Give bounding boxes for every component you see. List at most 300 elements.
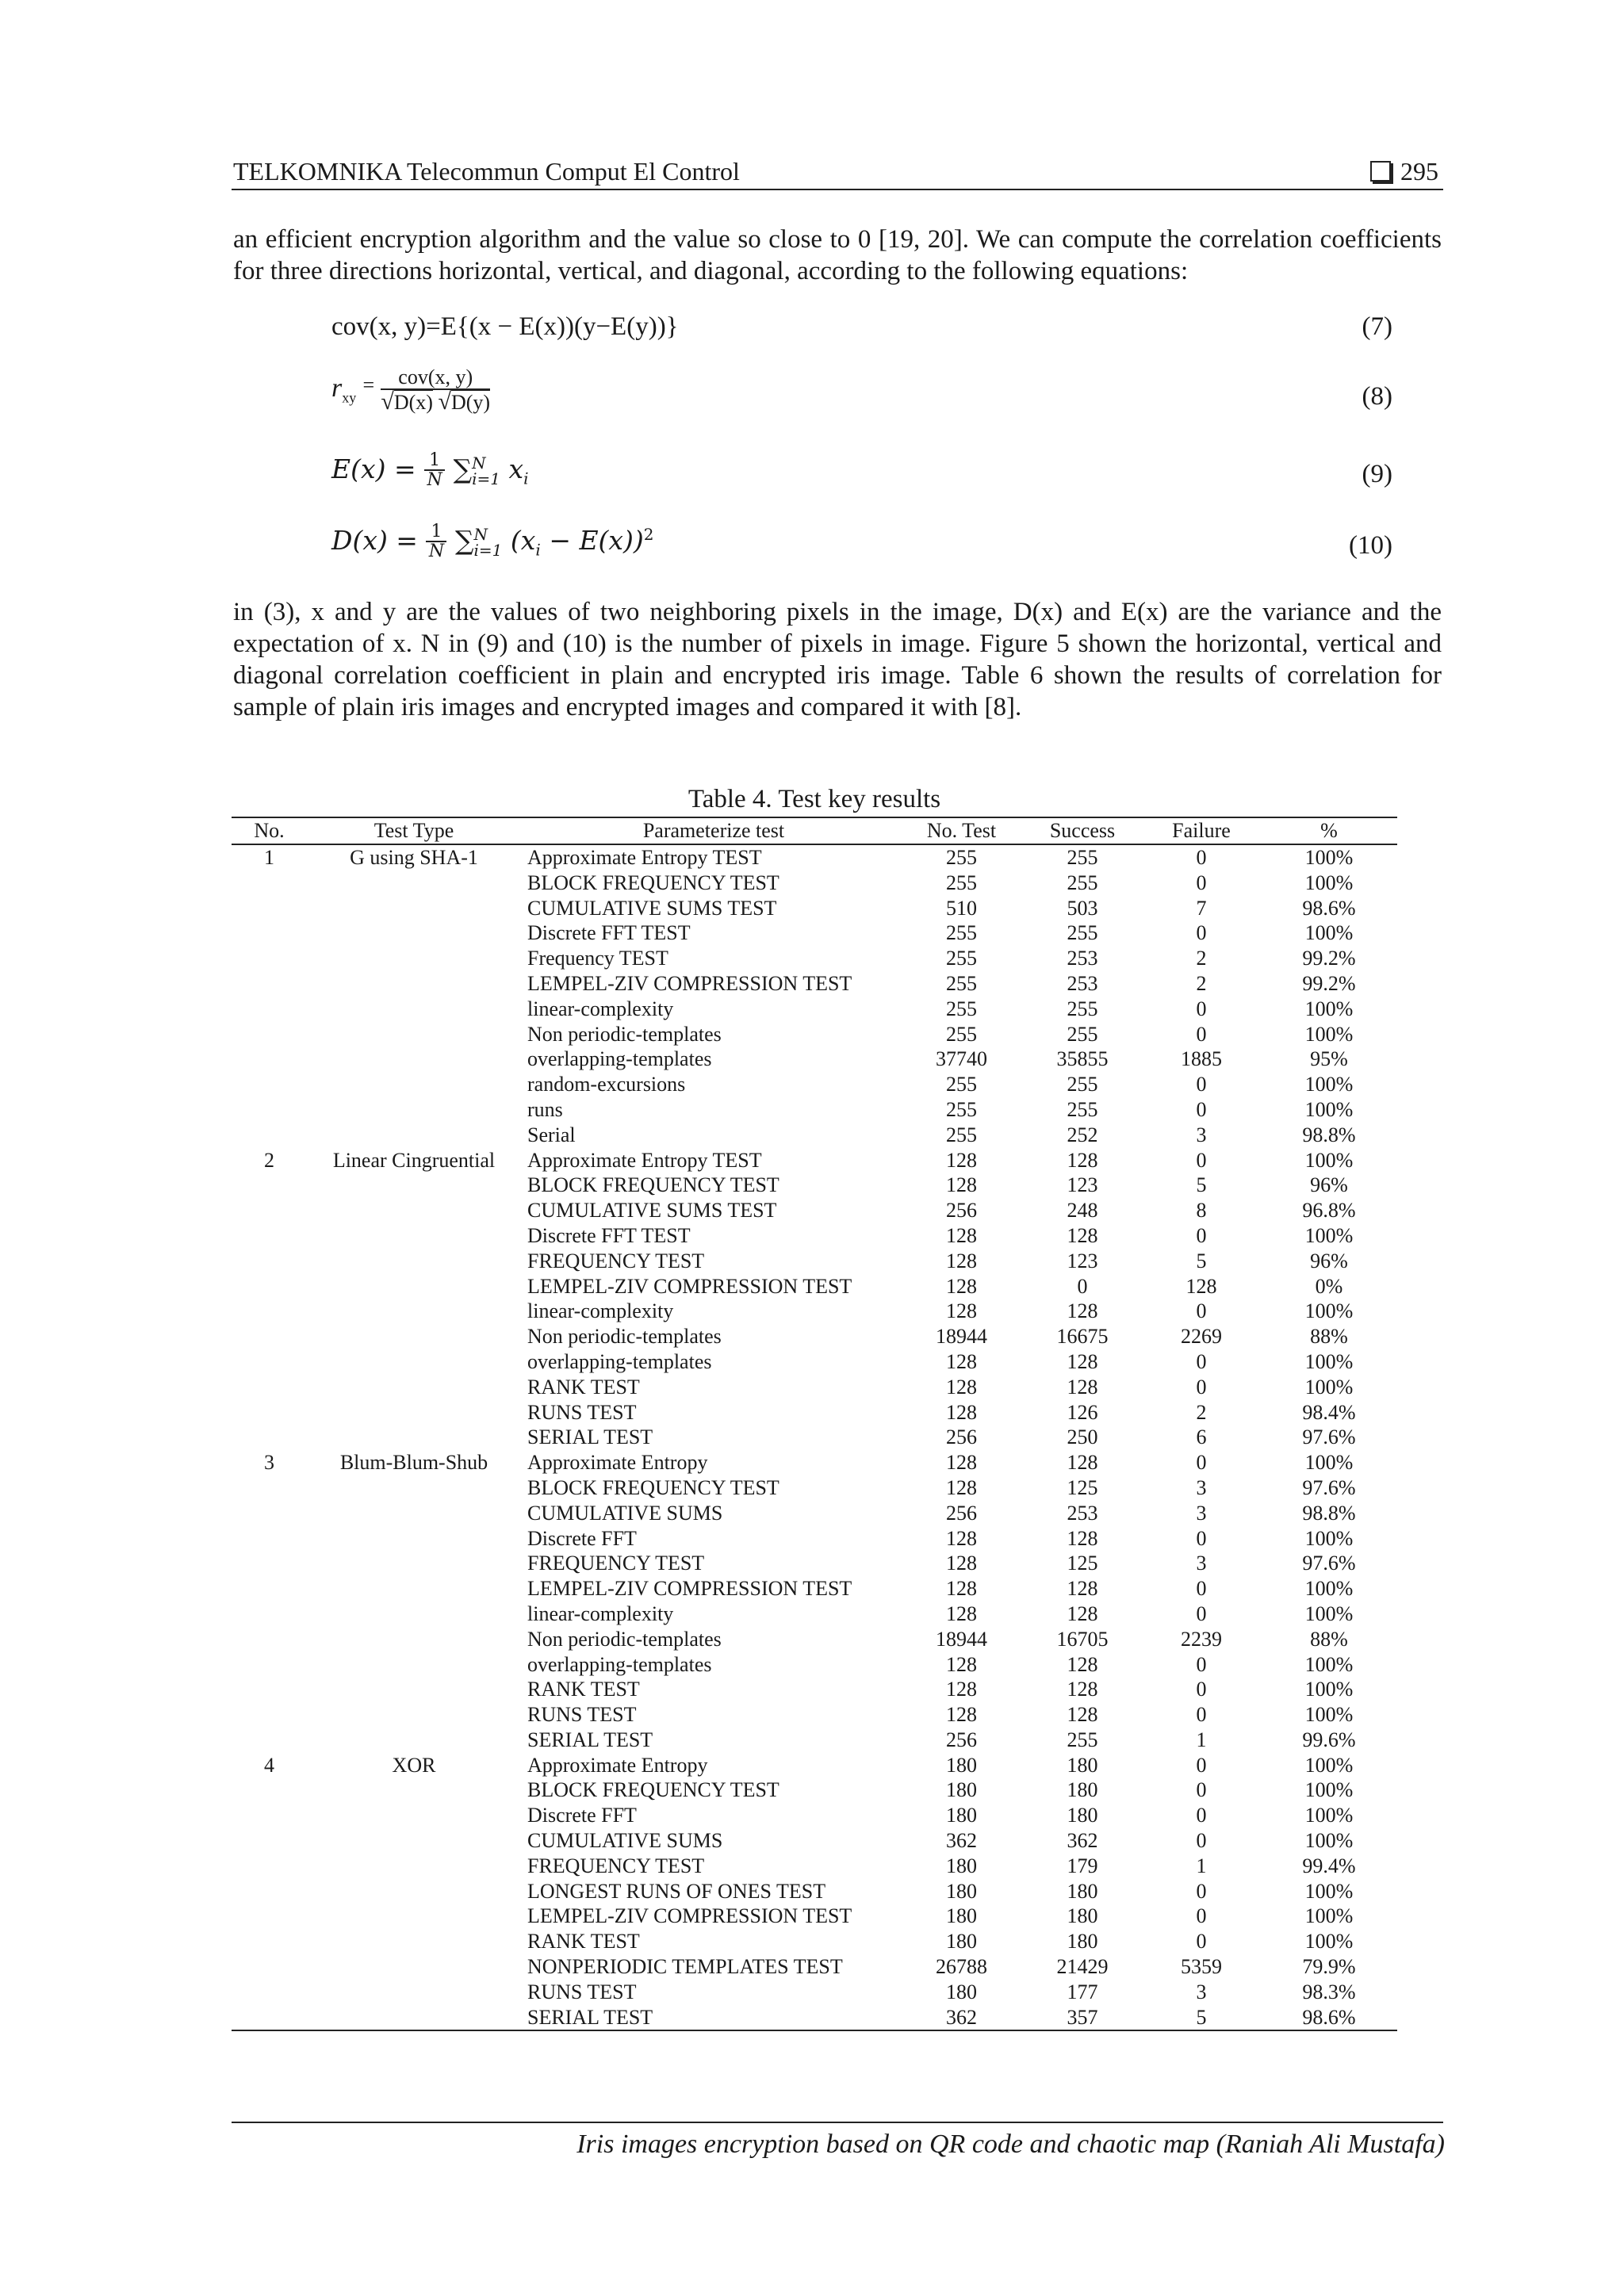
table-row bbox=[232, 1425, 1397, 1450]
cell-no bbox=[232, 1879, 307, 1904]
cell-success: 255 bbox=[1067, 921, 1098, 945]
table-row bbox=[232, 1047, 1397, 1072]
table-row bbox=[232, 1929, 1397, 1954]
table-row bbox=[232, 1072, 1397, 1097]
cell-parameterize-test: overlapping-templates bbox=[527, 1349, 712, 1373]
cell-percent: 100% bbox=[1304, 1904, 1354, 1928]
cell-no-test: 37740 bbox=[936, 1047, 987, 1071]
table-row bbox=[232, 1022, 1397, 1047]
table-row bbox=[232, 1601, 1397, 1627]
eq8-d2: D(y) bbox=[450, 391, 491, 414]
cell-no-test: 510 bbox=[946, 896, 977, 920]
cell-no bbox=[232, 1123, 307, 1148]
cell-percent: 100% bbox=[1304, 1451, 1354, 1475]
cell-success: 255 bbox=[1067, 846, 1098, 869]
table-row bbox=[232, 1879, 1397, 1904]
cell-parameterize-test: Discrete FFT bbox=[527, 1526, 637, 1550]
cell-test-type: G using SHA-1 bbox=[350, 846, 478, 869]
cell-no bbox=[232, 1777, 307, 1803]
eq10-sum: ∑ bbox=[454, 525, 474, 556]
cell-parameterize-test: Non periodic-templates bbox=[527, 1022, 722, 1046]
cell-no-test: 255 bbox=[946, 947, 977, 970]
cell-no-test: 128 bbox=[946, 1652, 977, 1676]
cell-parameterize-test: SERIAL TEST bbox=[521, 2005, 900, 2031]
table-row bbox=[232, 1123, 1397, 1148]
cell-no-test: 256 bbox=[946, 1425, 977, 1449]
table-caption: Table 4. Test key results bbox=[688, 785, 941, 813]
equation-8 bbox=[331, 366, 490, 415]
table-row bbox=[232, 2005, 1397, 2031]
cell-test-type bbox=[307, 896, 521, 921]
cell-no-test: 255 bbox=[946, 1073, 977, 1096]
cell-failure: 0 bbox=[1196, 1073, 1207, 1096]
cell-success: 128 bbox=[1067, 1349, 1098, 1373]
cell-no-test: 180 bbox=[946, 1854, 977, 1877]
cell-no bbox=[232, 1904, 307, 1929]
cell-percent: 100% bbox=[1304, 1299, 1354, 1323]
cell-no-test: 128 bbox=[946, 1526, 977, 1550]
cell-no-test: 128 bbox=[946, 1375, 977, 1399]
cell-percent: 100% bbox=[1304, 1375, 1354, 1399]
cell-parameterize-test: overlapping-templates bbox=[527, 1652, 712, 1676]
cell-test-type bbox=[307, 1601, 521, 1627]
equation-7: cov(x, y)=E{(x − E(x))(y−E(y))} bbox=[331, 312, 679, 341]
cell-percent: 0% bbox=[1315, 1274, 1343, 1298]
cell-success: 180 bbox=[1067, 1753, 1098, 1777]
cell-no bbox=[232, 1929, 307, 1954]
cell-success: 128 bbox=[1067, 1375, 1098, 1399]
cell-failure: 3 bbox=[1196, 1123, 1207, 1146]
cell-test-type bbox=[307, 1551, 521, 1576]
cell-failure: 0 bbox=[1196, 1904, 1207, 1928]
cell-no-test: 18944 bbox=[936, 1627, 987, 1651]
cell-parameterize-test: RANK TEST bbox=[527, 1930, 640, 1954]
cell-failure: 0 bbox=[1196, 871, 1207, 894]
cell-success: 123 bbox=[1067, 1249, 1098, 1272]
cell-failure: 7 bbox=[1196, 896, 1207, 920]
cell-no: 3 bbox=[264, 1451, 274, 1475]
cell-no-test: 255 bbox=[946, 1097, 977, 1121]
journal-title: TELKOMNIKA Telecommun Comput El Control bbox=[233, 157, 740, 186]
cell-no-test: 128 bbox=[946, 1475, 977, 1499]
cell-failure: 1 bbox=[1196, 1728, 1207, 1751]
table-row bbox=[232, 1501, 1397, 1526]
cell-test-type bbox=[307, 1828, 521, 1854]
cell-parameterize-test: random-excursions bbox=[527, 1073, 686, 1096]
cell-parameterize-test: RUNS TEST bbox=[527, 1400, 637, 1424]
header-percent: % bbox=[1261, 817, 1397, 844]
cell-parameterize-test: Discrete FFT TEST bbox=[527, 921, 691, 945]
cell-percent: 100% bbox=[1304, 1753, 1354, 1777]
cell-no bbox=[232, 871, 307, 896]
table-row bbox=[232, 1803, 1397, 1828]
cell-no-test: 128 bbox=[946, 1148, 977, 1172]
cell-failure: 5 bbox=[1196, 1249, 1207, 1272]
equation-8-number: (8) bbox=[1362, 382, 1392, 411]
cell-success: 250 bbox=[1067, 1425, 1098, 1449]
cell-no-test: 180 bbox=[946, 1879, 977, 1903]
eq10-limits bbox=[474, 526, 503, 558]
eq10-one: 1 bbox=[426, 523, 446, 542]
cell-test-type bbox=[307, 1980, 521, 2005]
table-row bbox=[232, 1677, 1397, 1702]
cell-no-test: 128 bbox=[946, 1249, 977, 1272]
cell-percent: 100% bbox=[1304, 1778, 1354, 1802]
cell-success: 123 bbox=[1067, 1173, 1098, 1197]
cell-percent: 100% bbox=[1304, 1022, 1354, 1046]
cell-percent: 100% bbox=[1304, 1577, 1354, 1601]
eq8-numerator: cov(x, y) bbox=[381, 366, 490, 390]
cell-no-test: 128 bbox=[946, 1678, 977, 1701]
cell-parameterize-test: SERIAL TEST bbox=[527, 1425, 653, 1449]
equation-9-number: (9) bbox=[1362, 460, 1392, 488]
cell-no-test: 362 bbox=[946, 1829, 977, 1853]
cell-test-type bbox=[307, 871, 521, 896]
cell-parameterize-test: CUMULATIVE SUMS TEST bbox=[527, 896, 777, 920]
cell-success: 255 bbox=[1067, 997, 1098, 1020]
header-parameterize-test: Parameterize test bbox=[521, 817, 900, 844]
cell-no bbox=[232, 1475, 307, 1501]
cell-test-type bbox=[307, 1299, 521, 1324]
cell-success: 180 bbox=[1067, 1879, 1098, 1903]
cell-no bbox=[232, 1980, 307, 2005]
cell-no bbox=[232, 1198, 307, 1223]
cell-no bbox=[232, 1400, 307, 1425]
eq9-lower: i=1 bbox=[472, 469, 501, 488]
cell-success: 128 bbox=[1067, 1678, 1098, 1701]
table-row bbox=[232, 1980, 1397, 2005]
equation-10 bbox=[331, 523, 654, 561]
header-failure: Failure bbox=[1142, 817, 1261, 844]
cell-parameterize-test: Approximate Entropy bbox=[527, 1753, 708, 1777]
cell-parameterize-test: LEMPEL-ZIV COMPRESSION TEST bbox=[527, 971, 852, 995]
table-row bbox=[232, 1777, 1397, 1803]
cell-percent: 100% bbox=[1304, 871, 1354, 894]
cell-test-type bbox=[307, 1728, 521, 1753]
cell-no bbox=[232, 896, 307, 921]
cell-success: 362 bbox=[1067, 1829, 1098, 1853]
cell-parameterize-test: BLOCK FREQUENCY TEST bbox=[527, 1778, 779, 1802]
cell-test-type bbox=[307, 1627, 521, 1652]
cell-no bbox=[232, 1274, 307, 1299]
cell-success: 180 bbox=[1067, 1778, 1098, 1802]
cell-failure: 0 bbox=[1196, 921, 1207, 945]
cell-success: 125 bbox=[1067, 1552, 1098, 1575]
cell-failure: 0 bbox=[1196, 1930, 1207, 1954]
cell-failure: 1885 bbox=[1181, 1047, 1222, 1071]
sqrt-icon: √ bbox=[438, 388, 451, 415]
table-row bbox=[232, 1854, 1397, 1879]
table-row bbox=[232, 1652, 1397, 1678]
cell-percent: 100% bbox=[1304, 846, 1354, 869]
cell-test-type bbox=[307, 1123, 521, 1148]
cell-success: 253 bbox=[1067, 1501, 1098, 1525]
table-row bbox=[232, 1551, 1397, 1576]
cell-parameterize-test: SERIAL TEST bbox=[527, 1728, 653, 1751]
eq9-lhs: E(x) = bbox=[331, 453, 416, 484]
cell-success: 255 bbox=[1067, 1073, 1098, 1096]
cell-test-type bbox=[307, 1677, 521, 1702]
cell-failure: 1 bbox=[1196, 1854, 1207, 1877]
cell-failure: 5359 bbox=[1181, 1955, 1222, 1979]
cell-no bbox=[232, 920, 307, 946]
cell-parameterize-test: Approximate Entropy TEST bbox=[527, 1148, 762, 1172]
cell-no-test: 128 bbox=[946, 1400, 977, 1424]
eq10-lhs: D(x) = bbox=[331, 525, 418, 556]
cell-percent: 100% bbox=[1304, 1526, 1354, 1550]
cell-failure: 2 bbox=[1196, 947, 1207, 970]
cell-test-type bbox=[307, 1022, 521, 1047]
cell-no bbox=[232, 1349, 307, 1375]
cell-no bbox=[232, 1652, 307, 1678]
eq10-tail: − E(x)) bbox=[540, 525, 644, 556]
results-table bbox=[232, 817, 1397, 2031]
cell-no bbox=[232, 1299, 307, 1324]
cell-parameterize-test: BLOCK FREQUENCY TEST bbox=[527, 1475, 779, 1499]
cell-parameterize-test: linear-complexity bbox=[527, 1601, 674, 1625]
cell-percent: 79.9% bbox=[1302, 1955, 1356, 1979]
cell-failure: 0 bbox=[1196, 1804, 1207, 1827]
cell-parameterize-test: BLOCK FREQUENCY TEST bbox=[527, 871, 779, 894]
cell-percent: 98.8% bbox=[1302, 1123, 1356, 1146]
table-row bbox=[232, 1904, 1397, 1929]
table-row bbox=[232, 871, 1397, 896]
cell-test-type bbox=[307, 1652, 521, 1678]
table-row bbox=[232, 896, 1397, 921]
cell-success: 21429 bbox=[1056, 1955, 1109, 1979]
cell-failure: 0 bbox=[1196, 1526, 1207, 1550]
cell-parameterize-test: FREQUENCY TEST bbox=[527, 1249, 705, 1272]
table-body bbox=[232, 844, 1397, 2030]
cell-no bbox=[232, 1551, 307, 1576]
cell-test-type bbox=[307, 1475, 521, 1501]
cell-percent: 100% bbox=[1304, 1148, 1354, 1172]
cell-success: 128 bbox=[1067, 1601, 1098, 1625]
cell-test-type bbox=[307, 1375, 521, 1400]
cell-parameterize-test: RANK TEST bbox=[527, 1375, 640, 1399]
cell-percent: 98.6% bbox=[1261, 2005, 1397, 2031]
running-header bbox=[232, 152, 1443, 190]
table-row bbox=[232, 1954, 1397, 1980]
cell-failure: 0 bbox=[1196, 846, 1207, 869]
eq8-r: r bbox=[331, 373, 343, 404]
eq9-sum: ∑ bbox=[453, 453, 473, 484]
cell-no-test: 180 bbox=[946, 1804, 977, 1827]
table-row bbox=[232, 844, 1397, 871]
cell-test-type: Blum-Blum-Shub bbox=[339, 1451, 488, 1475]
cell-success: 248 bbox=[1067, 1199, 1098, 1223]
cell-no bbox=[232, 1425, 307, 1450]
cell-no bbox=[232, 1097, 307, 1123]
cell-test-type bbox=[307, 1047, 521, 1072]
cell-no-test: 128 bbox=[946, 1577, 977, 1601]
cell-parameterize-test: Approximate Entropy bbox=[527, 1451, 708, 1475]
cell-percent: 88% bbox=[1310, 1627, 1348, 1651]
table-row bbox=[232, 1148, 1397, 1173]
cell-failure: 5 bbox=[1142, 2005, 1261, 2031]
cell-test-type bbox=[307, 1854, 521, 1879]
cell-percent: 100% bbox=[1304, 1703, 1354, 1727]
cell-no-test: 256 bbox=[946, 1728, 977, 1751]
cell-percent: 95% bbox=[1310, 1047, 1348, 1071]
cell-no bbox=[232, 1375, 307, 1400]
cell-test-type bbox=[307, 1929, 521, 1954]
cell-success: 255 bbox=[1067, 1097, 1098, 1121]
header-no: No. bbox=[232, 817, 307, 844]
cell-no bbox=[232, 1173, 307, 1198]
sqrt-icon: √ bbox=[381, 388, 394, 415]
cell-no bbox=[232, 1803, 307, 1828]
eq8-sub: xy bbox=[342, 389, 357, 406]
cell-failure: 0 bbox=[1196, 1652, 1207, 1676]
eq9-N: N bbox=[427, 470, 442, 490]
table-row bbox=[232, 1249, 1397, 1274]
cell-parameterize-test: Approximate Entropy TEST bbox=[527, 846, 762, 869]
cell-no-test: 128 bbox=[946, 1601, 977, 1625]
cell-percent: 100% bbox=[1304, 997, 1354, 1020]
table-row bbox=[232, 946, 1397, 971]
table-row bbox=[232, 1223, 1397, 1249]
cell-success: 255 bbox=[1067, 871, 1098, 894]
cell-success: 125 bbox=[1067, 1475, 1098, 1499]
cell-percent: 99.4% bbox=[1302, 1854, 1356, 1877]
cell-percent: 97.6% bbox=[1302, 1475, 1356, 1499]
table-header-row bbox=[232, 817, 1397, 844]
footer-rule bbox=[232, 2122, 1443, 2123]
cell-test-type bbox=[307, 1702, 521, 1728]
cell-success: 180 bbox=[1067, 1904, 1098, 1928]
cell-success: 128 bbox=[1067, 1148, 1098, 1172]
eq8-equals: = bbox=[362, 373, 375, 397]
table-row bbox=[232, 1198, 1397, 1223]
cell-success: 503 bbox=[1067, 896, 1098, 920]
cell-percent: 100% bbox=[1304, 1223, 1354, 1247]
cell-failure: 0 bbox=[1196, 1299, 1207, 1323]
cell-failure: 0 bbox=[1196, 1451, 1207, 1475]
cell-no bbox=[232, 1324, 307, 1349]
cell-percent: 99.2% bbox=[1302, 947, 1356, 970]
cell-failure: 0 bbox=[1196, 1223, 1207, 1247]
cell-no-test: 18944 bbox=[936, 1325, 987, 1349]
cell-failure: 0 bbox=[1196, 1022, 1207, 1046]
cell-percent: 97.6% bbox=[1302, 1425, 1356, 1449]
cell-success: 252 bbox=[1067, 1123, 1098, 1146]
cell-failure: 2239 bbox=[1181, 1627, 1222, 1651]
cell-test-type bbox=[307, 1803, 521, 1828]
cell-no bbox=[232, 1677, 307, 1702]
cell-failure: 3 bbox=[1196, 1501, 1207, 1525]
cell-test-type bbox=[307, 1223, 521, 1249]
cell-parameterize-test: BLOCK FREQUENCY TEST bbox=[527, 1173, 779, 1197]
equation-7-number: (7) bbox=[1362, 312, 1392, 341]
cell-no-test: 128 bbox=[946, 1173, 977, 1197]
eq9-body-sub: i bbox=[523, 469, 529, 488]
page-number bbox=[1370, 157, 1438, 186]
cell-no-test: 180 bbox=[946, 1753, 977, 1777]
table-row bbox=[232, 1828, 1397, 1854]
eq10-fraction bbox=[426, 523, 446, 561]
cell-parameterize-test: overlapping-templates bbox=[527, 1047, 712, 1071]
cell-test-type bbox=[307, 1173, 521, 1198]
cell-no-test: 180 bbox=[946, 1930, 977, 1954]
cell-test-type bbox=[307, 1400, 521, 1425]
cell-percent: 100% bbox=[1304, 1073, 1354, 1096]
cell-parameterize-test: Serial bbox=[527, 1123, 576, 1146]
cell-no bbox=[232, 1702, 307, 1728]
cell-success: 128 bbox=[1067, 1451, 1098, 1475]
cell-percent: 99.6% bbox=[1302, 1728, 1356, 1751]
table-row bbox=[232, 920, 1397, 946]
eq10-square: 2 bbox=[643, 525, 654, 544]
cell-failure: 0 bbox=[1196, 1349, 1207, 1373]
table-row bbox=[232, 1475, 1397, 1501]
cell-percent: 97.6% bbox=[1302, 1552, 1356, 1575]
cell-failure: 0 bbox=[1196, 1703, 1207, 1727]
cell-parameterize-test: CUMULATIVE SUMS bbox=[527, 1829, 723, 1853]
table-row bbox=[232, 1324, 1397, 1349]
cell-parameterize-test: Non periodic-templates bbox=[527, 1627, 722, 1651]
cell-test-type bbox=[307, 1777, 521, 1803]
table-row bbox=[232, 971, 1397, 997]
body-paragraph: in (3), x and y are the values of two neighboring pixels in the image, D(x) and E(x) are the variance and the expectation of x. N in (9) and (10) is the number of pixels in image. Figure 5 shown the horizontal, vertical and diagonal correlation coefficient in plain and encrypted iris image. Table 6 shown the results of correlation for sample of plain iris images and encrypted images and compared it with [8]. bbox=[233, 598, 1442, 721]
cell-failure: 2 bbox=[1196, 971, 1207, 995]
eq9-limits bbox=[472, 455, 500, 487]
cell-parameterize-test: linear-complexity bbox=[527, 1299, 674, 1323]
cell-parameterize-test: CUMULATIVE SUMS bbox=[527, 1501, 723, 1525]
header-no-test: No. Test bbox=[900, 817, 1023, 844]
cell-success: 177 bbox=[1067, 1980, 1098, 2003]
cell-success: 253 bbox=[1067, 947, 1098, 970]
table-row bbox=[232, 1349, 1397, 1375]
cell-no-test: 128 bbox=[946, 1552, 977, 1575]
cell-success: 255 bbox=[1067, 1022, 1098, 1046]
cell-success: 128 bbox=[1067, 1652, 1098, 1676]
cell-success: 128 bbox=[1067, 1703, 1098, 1727]
cell-no bbox=[232, 1249, 307, 1274]
cell-failure: 5 bbox=[1196, 1173, 1207, 1197]
cell-failure: 3 bbox=[1196, 1980, 1207, 2003]
cell-no-test: 255 bbox=[946, 1123, 977, 1146]
eq10-body: (x bbox=[510, 525, 536, 556]
cell-test-type bbox=[307, 997, 521, 1022]
cell-test-type bbox=[307, 946, 521, 971]
cell-test-type bbox=[307, 1324, 521, 1349]
intro-paragraph: an efficient encryption algorithm and the value so close to 0 [19, 20]. We can compute the correlation coefficients for three directions horizontal, vertical, and diagonal, according to the following equations: bbox=[233, 225, 1442, 285]
cell-success: 128 bbox=[1067, 1526, 1098, 1550]
cell-no-test: 255 bbox=[946, 846, 977, 869]
page-number-text: 295 bbox=[1400, 157, 1438, 186]
cell-no: 2 bbox=[264, 1148, 274, 1172]
eq10-upper: N bbox=[473, 525, 488, 544]
cell-parameterize-test: CUMULATIVE SUMS TEST bbox=[527, 1199, 777, 1223]
cell-no bbox=[232, 1954, 307, 1980]
cell-test-type bbox=[307, 1904, 521, 1929]
cell-success: 180 bbox=[1067, 1930, 1098, 1954]
cell-failure: 8 bbox=[1196, 1199, 1207, 1223]
eq10-lower: i=1 bbox=[473, 541, 503, 560]
cell-parameterize-test: RUNS TEST bbox=[527, 1980, 637, 2003]
cell-test-type bbox=[307, 1249, 521, 1274]
cell-percent: 100% bbox=[1304, 1930, 1354, 1954]
table-row bbox=[232, 1576, 1397, 1601]
cell-percent: 98.3% bbox=[1302, 1980, 1356, 2003]
cell-no-test: 362 bbox=[900, 2005, 1023, 2031]
cell-no-test: 255 bbox=[946, 871, 977, 894]
cell-test-type bbox=[307, 1526, 521, 1552]
cell-parameterize-test: Discrete FFT TEST bbox=[527, 1223, 691, 1247]
cell-no-test: 256 bbox=[946, 1199, 977, 1223]
table-row bbox=[232, 997, 1397, 1022]
